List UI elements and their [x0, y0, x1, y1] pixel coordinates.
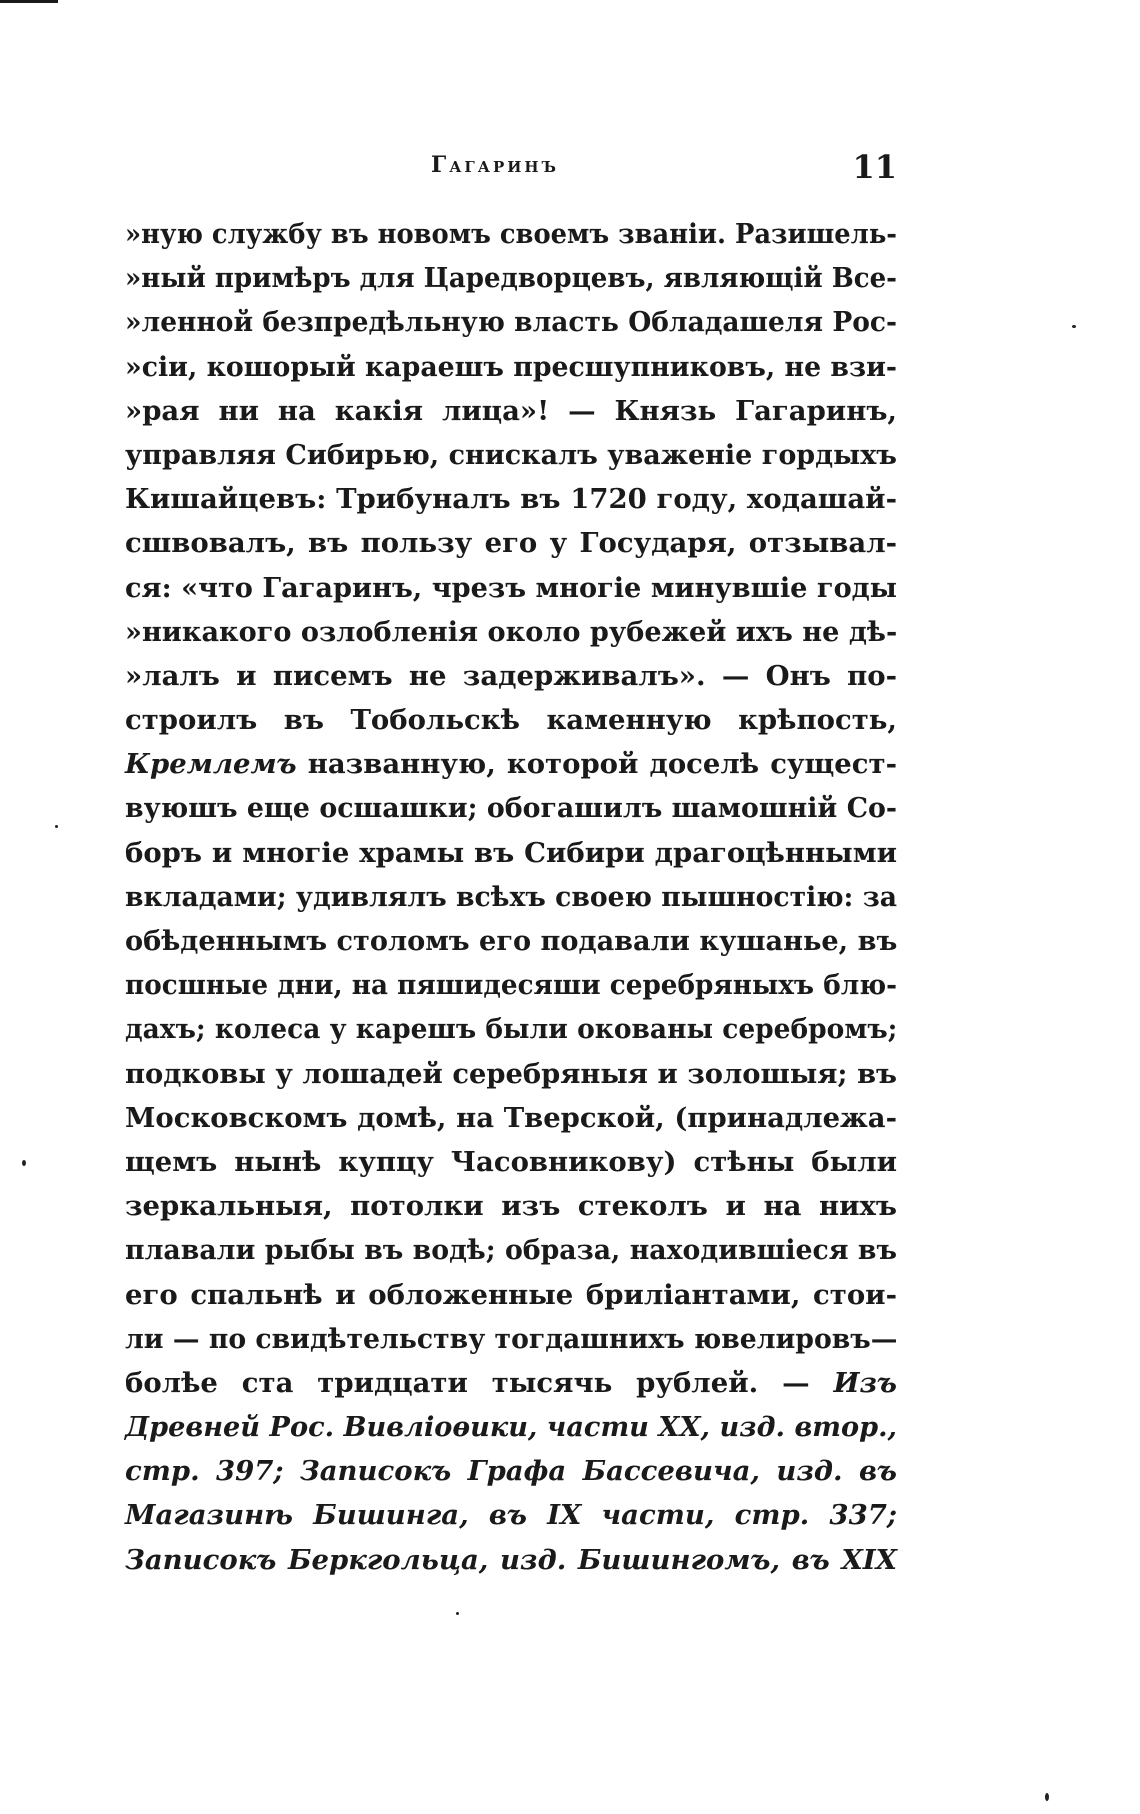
text-line: »рая ни на какія лица»! — Князь Гагаринъ, — [125, 394, 897, 427]
text-line: подковы у лошадей серебряныя и золошыя; въ — [125, 1057, 898, 1090]
running-head — [125, 148, 897, 188]
text-line: болѣе ста тридцати тысячь рублей. — Изъ — [125, 1366, 897, 1399]
text-line: управляя Сибирью, снискалъ уваженіе гордыхъ — [125, 438, 897, 471]
italic-word: Изъ — [833, 1366, 897, 1399]
body-text — [125, 212, 897, 1582]
italic-word: Кремлемъ — [125, 748, 297, 781]
text-line: вкладами; удивлялъ всѣхъ своею пышностію: за — [125, 880, 897, 913]
text-line: »лалъ и писемъ не задерживалъ». — Онъ по- — [125, 659, 897, 692]
text-line: »ленной безпредѣльную власть Обладашеля Рос- — [125, 306, 898, 339]
text-line: Древней Рос. Вивліоѳики, части XX, изд. втор., — [125, 1411, 897, 1444]
text-line: зеркальныя, потолки изъ стеколъ и на нихъ — [125, 1190, 897, 1223]
text-line: боръ и многіе храмы въ Сибири драгоцѣнными — [125, 836, 897, 869]
text-line: стр. 397; Записокъ Графа Бассевича, изд. въ — [125, 1455, 897, 1488]
text-line: Магазинѣ Бишинга, въ IX части, стр. 337; — [125, 1499, 897, 1532]
text-line: дахъ; колеса у карешъ были окованы серебромъ; — [125, 1013, 898, 1046]
text-line: »ный примѣръ для Царедворцевъ, являющій Все- — [125, 262, 897, 295]
print-speck — [1072, 325, 1076, 328]
top-rule — [0, 0, 58, 3]
text-line: »сіи, кошорый караешъ пресшупниковъ, не взи- — [125, 350, 898, 383]
text-line: сшвовалъ, въ пользу его у Государя, отзывал- — [125, 527, 897, 560]
text-line: Московскомъ домѣ, на Тверской, (принадлежа- — [125, 1101, 897, 1134]
text-line: Кремлемъ названную, которой доселѣ сущест- — [125, 748, 897, 781]
text-line: щемъ нынѣ купцу Часовникову) стѣны были — [125, 1145, 897, 1178]
text-line: его спальнѣ и обложенные бриліантами, стои- — [125, 1278, 897, 1311]
text-line: строилъ въ Тобольскѣ каменную крѣпость, — [125, 704, 897, 737]
print-speck — [456, 1612, 459, 1615]
text-line: Кишайцевъ: Трибуналъ въ 1720 году, ходашай- — [125, 483, 897, 516]
text-line: посшные дни, на пяшидесяши серебряныхъ блю- — [125, 969, 898, 1002]
print-speck — [22, 1160, 26, 1166]
text-line: »ную службу въ новомъ своемъ званіи. Разишель- — [125, 218, 898, 250]
text-line: плавали рыбы въ водѣ; образа, находившіеся въ — [125, 1234, 898, 1267]
text-line: вуюшъ еще осшашки; обогашилъ шамошній Со- — [125, 792, 897, 825]
text-line: ся: «что Гагаринъ, чрезъ многіе минувшіе годы — [125, 571, 897, 604]
text-line: ли — по свидѣтельству тогдашнихъ ювелировъ— — [125, 1322, 898, 1355]
print-speck — [1045, 1793, 1049, 1801]
page-number: 11 — [852, 148, 897, 186]
text-line: Записокъ Беркгольца, изд. Бишингомъ, въ XIX — [125, 1543, 897, 1576]
running-title: Гагаринъ — [431, 152, 559, 178]
text-line: »никакого озлобленія около рубежей ихъ не дѣ- — [125, 615, 898, 648]
text-line: обѣденнымъ столомъ его подавали кушанье, въ — [125, 925, 898, 957]
print-speck — [55, 825, 58, 828]
